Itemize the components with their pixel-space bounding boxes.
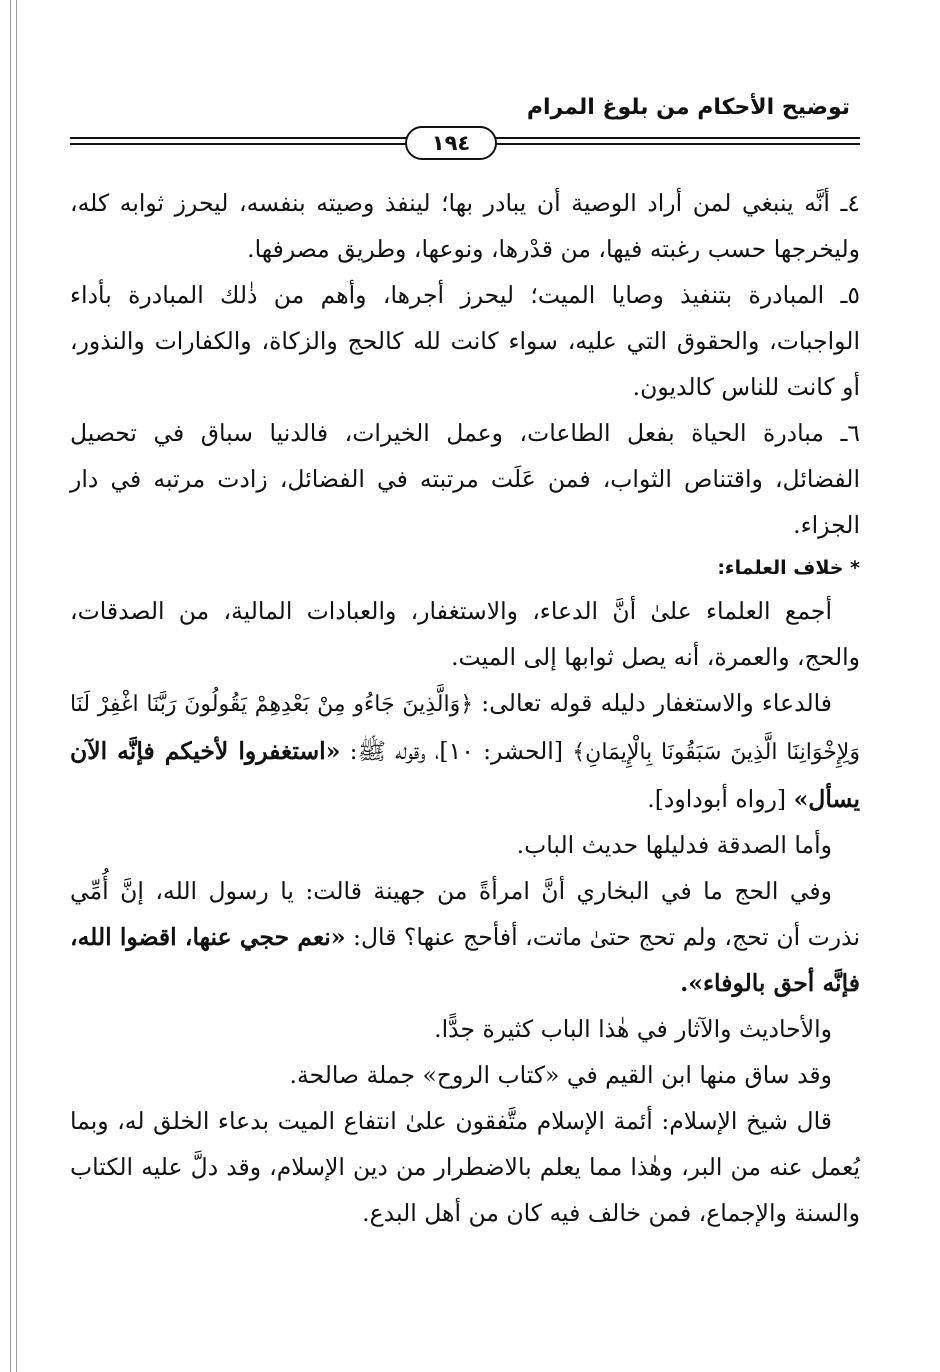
paragraph: أجمع العلماء علىٰ أنَّ الدعاء، والاستغفار، والعبادات المالية، من الصدقات، والحج، والعمرة، أنه يصل ثوابها إلى الميت. bbox=[70, 597, 860, 671]
section-heading: * خلاف العلماء: bbox=[717, 557, 860, 579]
list-item: ٥ـ المبادرة بتنفيذ وصايا الميت؛ ليحرز أجرها، وأهم من ذٰلك المبادرة بأداء الواجبات، والحقوق التي عليه، سواء كانت لله كالحج والزكاة، والكفارات والنذور، أو كانت للناس كالديون. bbox=[70, 281, 860, 401]
quran-verse: ﴿وَالَّذِينَ جَاءُو مِنْ بَعْدِهِمْ يَقُولُونَ رَبَّنَا اغْفِرْ لَنَا وَلِإِخْوَانِنَا الَّذِينَ سَبَقُونَا بِالْإِيمَانِ﴾ bbox=[70, 692, 860, 765]
paragraph: وأما الصدقة فدليلها حديث الباب. bbox=[516, 831, 832, 859]
page-number: ١٩٤ bbox=[405, 126, 497, 160]
paragraph: وقد ساق منها ابن القيم في «كتاب الروح» جملة صالحة. bbox=[289, 1061, 832, 1089]
paragraph bbox=[70, 680, 860, 822]
running-header-title: توضيح الأحكام من بلوغ المرام bbox=[526, 95, 850, 120]
hadith-quote: «استغفروا لأخيكم فإنَّه الآن يسأل» bbox=[70, 737, 860, 813]
list-item: ٦ـ مبادرة الحياة بفعل الطاعات، وعمل الخيرات، فالدنيا سباق في تحصيل الفضائل، واقتناص الثواب، فمن عَلَت مرتبته في الفضائل، زادت مرتبه في دار الجزاء. bbox=[70, 419, 860, 539]
paragraph: قال شيخ الإسلام: أئمة الإسلام متَّفقون علىٰ انتفاع الميت بدعاء الخلق له، وبما يُعمل عنه من البر، وهٰذا مما يعلم بالاضطرار من دين الإسلام، وقد دلَّ عليه الكتاب والسنة والإجماع، فمن خالف فيه كان من أهل البدع. bbox=[70, 1107, 860, 1227]
paragraph-text: فالدعاء والاستغفار دليله قوله تعالى: bbox=[473, 689, 833, 717]
body-text bbox=[70, 180, 860, 1236]
hadith-source: [رواه أبوداود]. bbox=[647, 785, 794, 813]
hadith-quote: «نعم حجي عنها، اقضوا الله، فإنَّه أحق بالوفاء». bbox=[70, 923, 860, 997]
paragraph bbox=[70, 868, 860, 1006]
page-binding-line bbox=[16, 0, 17, 1372]
paragraph: والأحاديث والآثار في هٰذا الباب كثيرة جدًّا. bbox=[434, 1015, 832, 1043]
page-binding-line bbox=[10, 0, 11, 1372]
document-page bbox=[70, 0, 860, 1372]
list-item: ٤ـ أنَّه ينبغي لمن أراد الوصية أن يبادر بها؛ لينفذ وصيته بنفسه، ليحرز ثوابه كله، وليخرجها حسب رغبته فيها، من قدْرها، ونوعها، وطريق مصرفها. bbox=[70, 189, 860, 263]
paragraph-text: وفي الحج ما في البخاري أنَّ امرأةً من جهينة قالت: يا رسول الله، إنَّ أُمِّي نذرت أن تحج، ولم تحج حتىٰ ماتت، أفأحج عنها؟ قال: bbox=[70, 877, 860, 951]
verse-reference: [الحشر: ١٠]، وقوله ﷺ: bbox=[340, 737, 573, 765]
